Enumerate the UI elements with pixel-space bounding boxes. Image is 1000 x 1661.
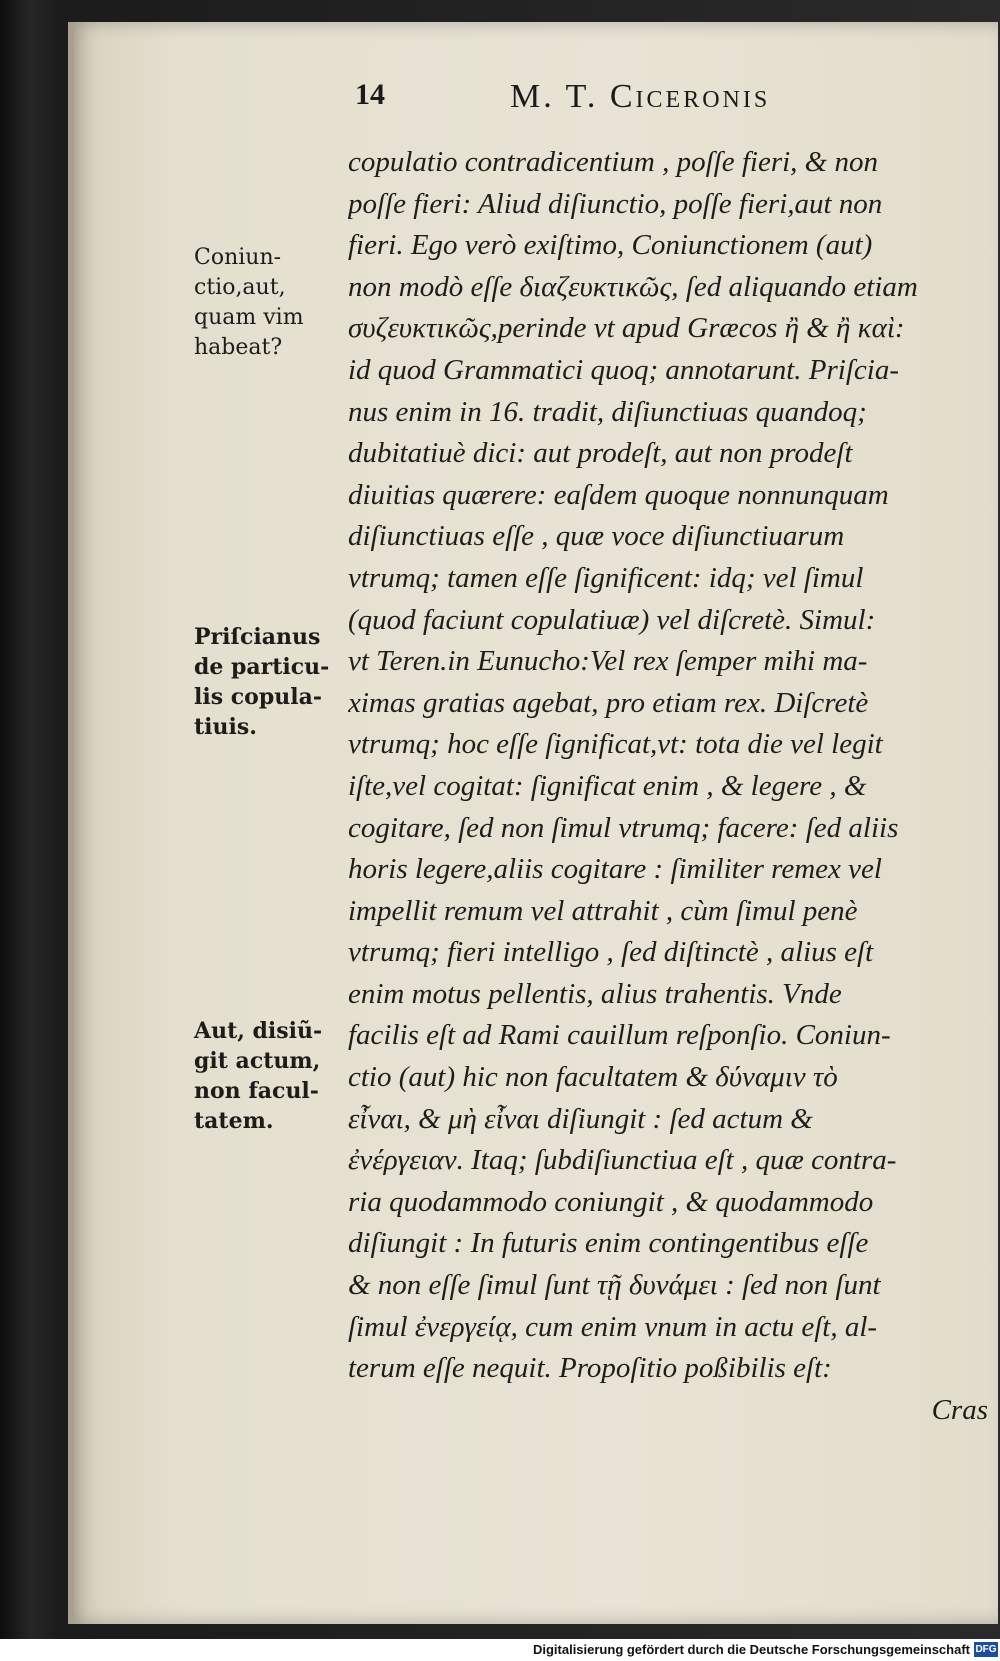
- margin-note-line: lis copula-: [194, 684, 322, 710]
- text-line: ſimul ἐνεργείᾳ, cum enim vnum in actu eſt, al-: [348, 1310, 878, 1343]
- funding-credit: Digitalisierung gefördert durch die Deutsche Forschungsgemeinschaft: [532, 1642, 970, 1657]
- page-gutter-edge: [68, 22, 74, 1624]
- margin-note-line: non facul-: [194, 1078, 319, 1104]
- text-line: non modò eſſe διαζευκτικῶς, ſed aliquando etiam: [348, 270, 918, 303]
- text-line: diſiunctiuas eſſe , quæ voce diſiunctiuarum: [348, 520, 845, 553]
- text-line: diuitias quærere: eaſdem quoque nonnunquam: [348, 478, 889, 511]
- page-number: 14: [355, 78, 385, 111]
- text-line: iſte,vel cogitat: ſignificat enim , & legere , &: [348, 769, 867, 802]
- text-line: horis legere,aliis cogitare : ſimiliter remex vel: [348, 853, 882, 886]
- main-text-block: [348, 142, 988, 1431]
- text-line: vtrumq; hoc eſſe ſignificat,vt: tota die vel legit: [348, 728, 883, 761]
- margin-note-line: quam vim: [194, 305, 304, 330]
- text-line: εἶναι, & μὴ εἶναι diſiungit : ſed actum &: [348, 1102, 813, 1135]
- margin-note-line: de particu-: [194, 654, 330, 680]
- text-line: συζευκτικῶς,perinde vt apud Græcos ἢ & ἢ καὶ:: [348, 312, 905, 345]
- text-line: (quod faciunt copulatiuæ) vel diſcretè. Simul:: [348, 603, 876, 636]
- margin-note-line: Aut, disiũ-: [194, 1018, 323, 1044]
- text-line: fieri. Ego verò exiſtimo, Coniunctionem (aut): [348, 229, 873, 262]
- text-line: ximas gratias agebat, pro etiam rex. Diſcretè: [348, 686, 869, 719]
- text-line: ria quodammodo coniungit , & quodammodo: [348, 1185, 874, 1218]
- margin-note-line: habeat?: [194, 335, 283, 360]
- text-line: cogitare, ſed non ſimul vtrumq; facere: ſed aliis: [348, 811, 899, 844]
- margin-note-line: Coniun-: [194, 245, 282, 270]
- text-line: poſſe fieri: Aliud diſiunctio, poſſe fieri,aut non: [348, 187, 883, 220]
- footer-bar: [0, 1639, 1000, 1661]
- margin-note-line: tatem.: [194, 1108, 274, 1134]
- text-line: diſiungit : In futuris enim contingentibus eſſe: [348, 1227, 869, 1260]
- text-line: ctio (aut) hic non facultatem & δύναμιν τὸ: [348, 1061, 838, 1094]
- text-line: impellit remum vel attrahit , cùm ſimul penè: [348, 894, 858, 927]
- dfg-logo-icon: DFG: [975, 1644, 997, 1655]
- margin-note-line: ctio,aut,: [194, 275, 286, 300]
- text-line: id quod Grammatici quoq; annotarunt. Priſcia-: [348, 353, 899, 386]
- text-line: dubitatiuè dici: aut prodeſt, aut non prodeſt: [348, 437, 853, 470]
- margin-note-priscianus: [194, 622, 344, 742]
- text-line: vtrumq; fieri intelligo , ſed diſtinctè , alius eſt: [348, 936, 874, 969]
- text-line: vtrumq; tamen eſſe ſignificent: idq; vel ſimul: [348, 561, 864, 594]
- text-line: vt Teren.in Eunucho:Vel rex ſemper mihi ma-: [348, 645, 868, 678]
- text-line: enim motus pellentis, alius trahentis. Vnde: [348, 977, 842, 1010]
- margin-note-coniunctio: [194, 243, 344, 363]
- text-line: facilis eſt ad Rami cauillum reſponſio. Coniun-: [348, 1019, 891, 1052]
- catchword: Cras: [931, 1393, 988, 1426]
- page-header: [350, 78, 990, 128]
- text-line: & non eſſe ſimul ſunt τῇ δυνάμει : ſed non ſunt: [348, 1269, 881, 1302]
- text-line: ἐνέργειαν. Itaq; ſubdiſiunctiua eſt , quæ contra-: [348, 1144, 897, 1177]
- margin-note-line: git actum,: [194, 1048, 321, 1074]
- text-line: copulatio contradicentium , poſſe fieri, & non: [348, 146, 878, 178]
- running-head: M. T. Ciceronis: [510, 78, 771, 115]
- margin-note-line: Priſcianus: [194, 624, 321, 650]
- text-line: terum eſſe nequit. Propoſitio poßibilis eſt:: [348, 1352, 832, 1385]
- text-line: nus enim in 16. tradit, diſiunctiuas quandoq;: [348, 395, 867, 428]
- margin-note-line: tiuis.: [194, 714, 257, 740]
- margin-note-aut-disiungit: [194, 1016, 344, 1136]
